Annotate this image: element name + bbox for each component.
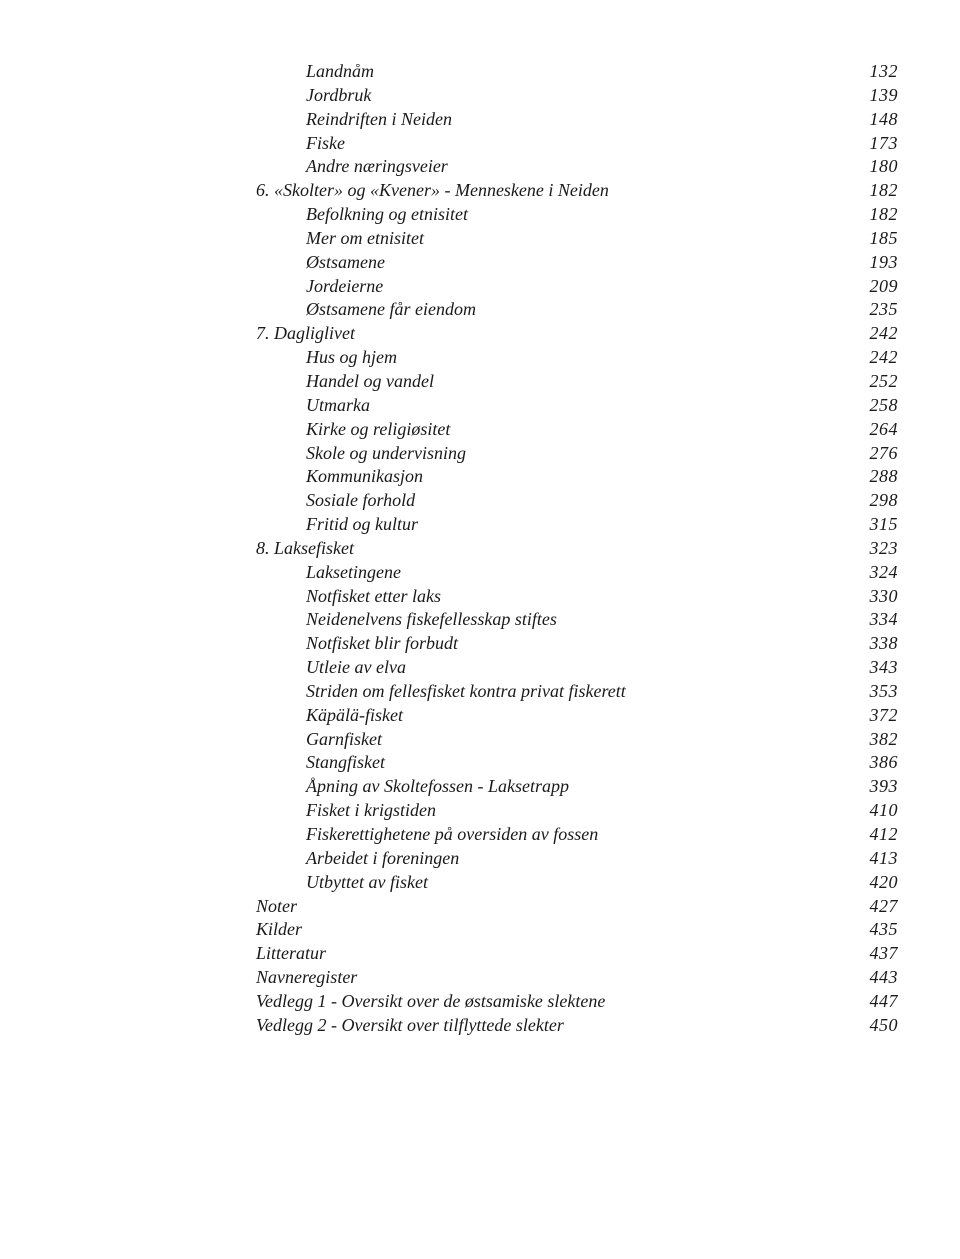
toc-entry-title: Käpälä-fisket	[306, 704, 403, 725]
toc-entry-page: 235	[869, 299, 898, 320]
toc-chapter-page: 447	[869, 990, 898, 1011]
toc-entry-page: 315	[869, 514, 898, 535]
toc-entry-title: Fritid og kultur	[306, 514, 418, 535]
toc-entry-page: 372	[869, 704, 898, 725]
toc-entry-page: 324	[869, 561, 898, 582]
toc-entry-page: 242	[869, 347, 898, 368]
toc-entry-page: 413	[869, 847, 898, 868]
toc-entry-page: 132	[869, 61, 898, 81]
toc-chapter-title: 6. «Skolter» og «Kvener» - Menneskene i Neiden	[256, 180, 609, 201]
toc-entry-page: 386	[869, 752, 898, 773]
toc-entry-page: 252	[869, 370, 898, 391]
toc-entry-page: 420	[869, 871, 898, 892]
toc-entry-page: 258	[869, 394, 898, 415]
toc-chapter	[0, 537, 960, 561]
toc-entry-title: Striden om fellesfisket kontra privat fiskerett	[306, 680, 626, 701]
toc-entry-title: Østsamene får eiendom	[306, 299, 476, 320]
toc-entry	[0, 108, 960, 132]
toc-entry-page: 298	[869, 490, 898, 511]
toc-entry-title: Andre næringsveier	[306, 156, 448, 177]
toc-entry-page: 338	[869, 633, 898, 654]
toc-entry	[0, 799, 960, 823]
toc-entry	[0, 489, 960, 513]
toc-entry-title: Arbeidet i foreningen	[306, 847, 460, 868]
toc-chapter-title: 8. Laksefisket	[256, 537, 354, 558]
toc-entry-page: 180	[869, 156, 898, 177]
toc-entry	[0, 84, 960, 108]
toc-entry-title: Stangfisket	[306, 752, 385, 773]
toc-chapter	[0, 179, 960, 203]
toc-entry-title: Jordeierne	[306, 275, 384, 296]
toc-entry	[0, 704, 960, 728]
toc-entry-page: 209	[869, 275, 898, 296]
toc-entry-page: 382	[869, 728, 898, 749]
toc-entry	[0, 251, 960, 275]
toc-entry-page: 334	[869, 609, 898, 630]
toc-chapter-page: 437	[869, 943, 898, 964]
toc-entry-title: Fisket i krigstiden	[306, 800, 436, 821]
toc-chapter-title: Vedlegg 2 - Oversikt over tilflyttede slekter	[256, 1014, 564, 1035]
toc-entry	[0, 751, 960, 775]
toc-entry-title: Reindriften i Neiden	[306, 108, 452, 129]
toc-entry	[0, 513, 960, 537]
toc-entry-title: Sosiale forhold	[306, 490, 416, 511]
toc-entry-page: 139	[869, 84, 898, 105]
toc-entry-page: 393	[869, 776, 898, 797]
toc-chapter-title: Navneregister	[256, 967, 358, 988]
toc-chapter	[0, 966, 960, 990]
toc-entry-title: Befolkning og etnisitet	[306, 204, 468, 225]
toc-entry	[0, 632, 960, 656]
toc-chapter-title: 7. Dagliglivet	[256, 323, 355, 344]
toc-entry-page: 173	[869, 132, 898, 153]
toc-chapter-page: 323	[869, 537, 898, 558]
toc-chapter-title: Kilder	[256, 919, 303, 940]
toc-entry	[0, 60, 960, 84]
toc-chapter-page: 242	[869, 323, 898, 344]
toc-entry-title: Mer om etnisitet	[306, 227, 424, 248]
toc-entry-page: 185	[869, 227, 898, 248]
toc-entry	[0, 155, 960, 179]
toc-entry	[0, 227, 960, 251]
toc-entry-title: Laksetingene	[306, 561, 401, 582]
toc-entry	[0, 298, 960, 322]
toc-entry-page: 288	[869, 466, 898, 487]
toc-entry	[0, 608, 960, 632]
toc-entry-title: Neidenelvens fiskefellesskap stiftes	[306, 609, 557, 630]
toc-entry-title: Utbyttet av fisket	[306, 871, 428, 892]
toc-entry	[0, 585, 960, 609]
toc-entry-page: 343	[869, 657, 898, 678]
toc-entry	[0, 442, 960, 466]
toc-entry-page: 276	[869, 442, 898, 463]
toc-chapter-page: 450	[869, 1014, 898, 1035]
toc-entry	[0, 823, 960, 847]
toc-chapter	[0, 942, 960, 966]
toc-chapter	[0, 895, 960, 919]
toc-chapter-page: 182	[869, 180, 898, 201]
toc-entry-title: Fiskerettighetene på oversiden av fossen	[306, 824, 599, 844]
toc-entry-page: 193	[869, 251, 898, 272]
toc-entry-title: Østsamene	[306, 251, 385, 272]
toc-chapter-page: 443	[869, 967, 898, 988]
toc-entry-title: Åpning av Skoltefossen - Laksetrapp	[306, 776, 569, 797]
toc-entry-page: 412	[869, 824, 898, 844]
toc-chapter	[0, 918, 960, 942]
toc-entry	[0, 418, 960, 442]
toc-entry	[0, 847, 960, 871]
toc-entry	[0, 275, 960, 299]
toc-entry	[0, 346, 960, 370]
toc-entry-title: Utleie av elva	[306, 657, 406, 678]
toc-entry	[0, 394, 960, 418]
toc-chapter-title: Noter	[256, 895, 298, 916]
toc-chapter-title: Vedlegg 1 - Oversikt over de østsamiske slektene	[256, 990, 606, 1011]
toc-entry-title: Hus og hjem	[306, 347, 397, 368]
toc-entry	[0, 561, 960, 585]
table-of-contents	[0, 60, 960, 1038]
toc-entry-page: 410	[869, 800, 898, 821]
toc-entry-title: Jordbruk	[306, 84, 372, 105]
toc-entry-title: Notfisket blir forbudt	[306, 633, 459, 654]
toc-entry-title: Landnåm	[306, 61, 375, 81]
toc-chapter	[0, 990, 960, 1014]
toc-entry-title: Skole og undervisning	[306, 442, 466, 463]
toc-entry-page: 330	[869, 585, 898, 606]
toc-chapter-page: 427	[869, 895, 898, 916]
toc-entry	[0, 132, 960, 156]
toc-entry	[0, 680, 960, 704]
toc-chapter	[0, 1014, 960, 1038]
toc-entry-title: Garnfisket	[306, 728, 382, 749]
toc-entry-title: Kommunikasjon	[306, 466, 423, 487]
toc-entry	[0, 656, 960, 680]
toc-entry-title: Notfisket etter laks	[306, 585, 441, 606]
toc-chapter-title: Litteratur	[256, 943, 327, 964]
toc-entry-title: Handel og vandel	[306, 370, 434, 391]
toc-entry	[0, 203, 960, 227]
toc-entry-page: 148	[869, 108, 898, 129]
toc-entry	[0, 871, 960, 895]
toc-entry-page: 353	[869, 680, 898, 701]
toc-entry	[0, 728, 960, 752]
toc-entry	[0, 465, 960, 489]
toc-entry	[0, 775, 960, 799]
toc-entry-page: 264	[869, 418, 898, 439]
toc-chapter-page: 435	[869, 919, 898, 940]
toc-entry-page: 182	[869, 204, 898, 225]
toc-entry-title: Utmarka	[306, 394, 370, 415]
toc-entry-title: Fiske	[306, 132, 345, 153]
toc-entry-title: Kirke og religiøsitet	[306, 418, 451, 439]
toc-entry	[0, 370, 960, 394]
toc-chapter	[0, 322, 960, 346]
